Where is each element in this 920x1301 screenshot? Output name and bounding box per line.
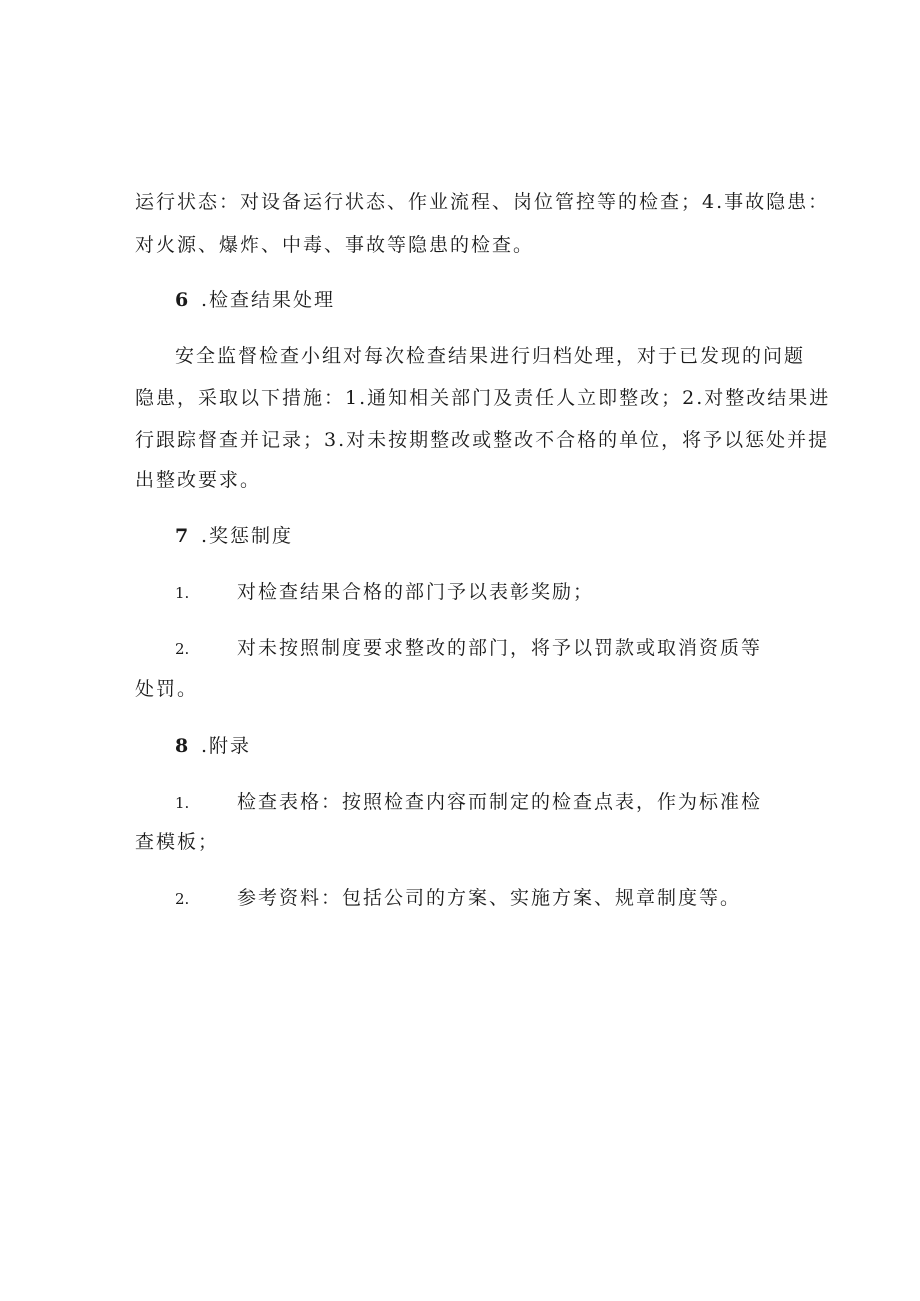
section-6-title: .检查结果处理 bbox=[201, 289, 336, 311]
section-7-item-1-text: 对检查结果合格的部门予以表彰奖励； bbox=[237, 581, 595, 603]
section-6-paragraph-line-1: 安全监督检查小组对每次检查结果进行归档处理，对于已发现的问题 bbox=[175, 345, 806, 367]
section-6-number: 6 bbox=[175, 289, 191, 311]
section-8-item-2-text: 参考资料：包括公司的方案、实施方案、规章制度等。 bbox=[237, 887, 742, 909]
section-7-heading bbox=[175, 524, 293, 548]
section-8-heading bbox=[175, 734, 251, 758]
section-8-item-1-text-line-1: 检查表格：按照检查内容而制定的检查点表，作为标准检 bbox=[237, 791, 763, 813]
section-8-item-1-text-line-2: 查模板； bbox=[135, 831, 220, 853]
section-7-item-2-text-line-1: 对未按照制度要求整改的部门，将予以罚款或取消资质等 bbox=[237, 637, 763, 659]
section-6-heading bbox=[175, 288, 335, 312]
section-7-title: .奖惩制度 bbox=[201, 525, 294, 547]
section-8-item-2-number: 2. bbox=[175, 890, 190, 908]
section-7-number: 7 bbox=[175, 525, 191, 547]
section-6-paragraph-line-2: 隐患，采取以下措施：1.通知相关部门及责任人立即整改；2.对整改结果进 bbox=[135, 387, 831, 409]
section-6-paragraph-line-4: 出整改要求。 bbox=[135, 469, 262, 491]
section-8-item-1-number: 1. bbox=[175, 794, 190, 812]
section-6-paragraph-line-3: 行跟踪督查并记录；3.对未按期整改或整改不合格的单位，将予以惩处并提 bbox=[135, 429, 830, 451]
intro-line-1: 运行状态：对设备运行状态、作业流程、岗位管控等的检查；4.事故隐患： bbox=[135, 191, 830, 213]
section-7-item-2-number: 2. bbox=[175, 640, 190, 658]
section-7-item-1-number: 1. bbox=[175, 584, 190, 602]
section-8-number: 8 bbox=[175, 735, 191, 757]
section-7-item-2-text-line-2: 处罚。 bbox=[135, 678, 199, 700]
intro-line-2: 对火源、爆炸、中毒、事故等隐患的检查。 bbox=[135, 234, 535, 256]
section-8-title: .附录 bbox=[201, 735, 252, 757]
